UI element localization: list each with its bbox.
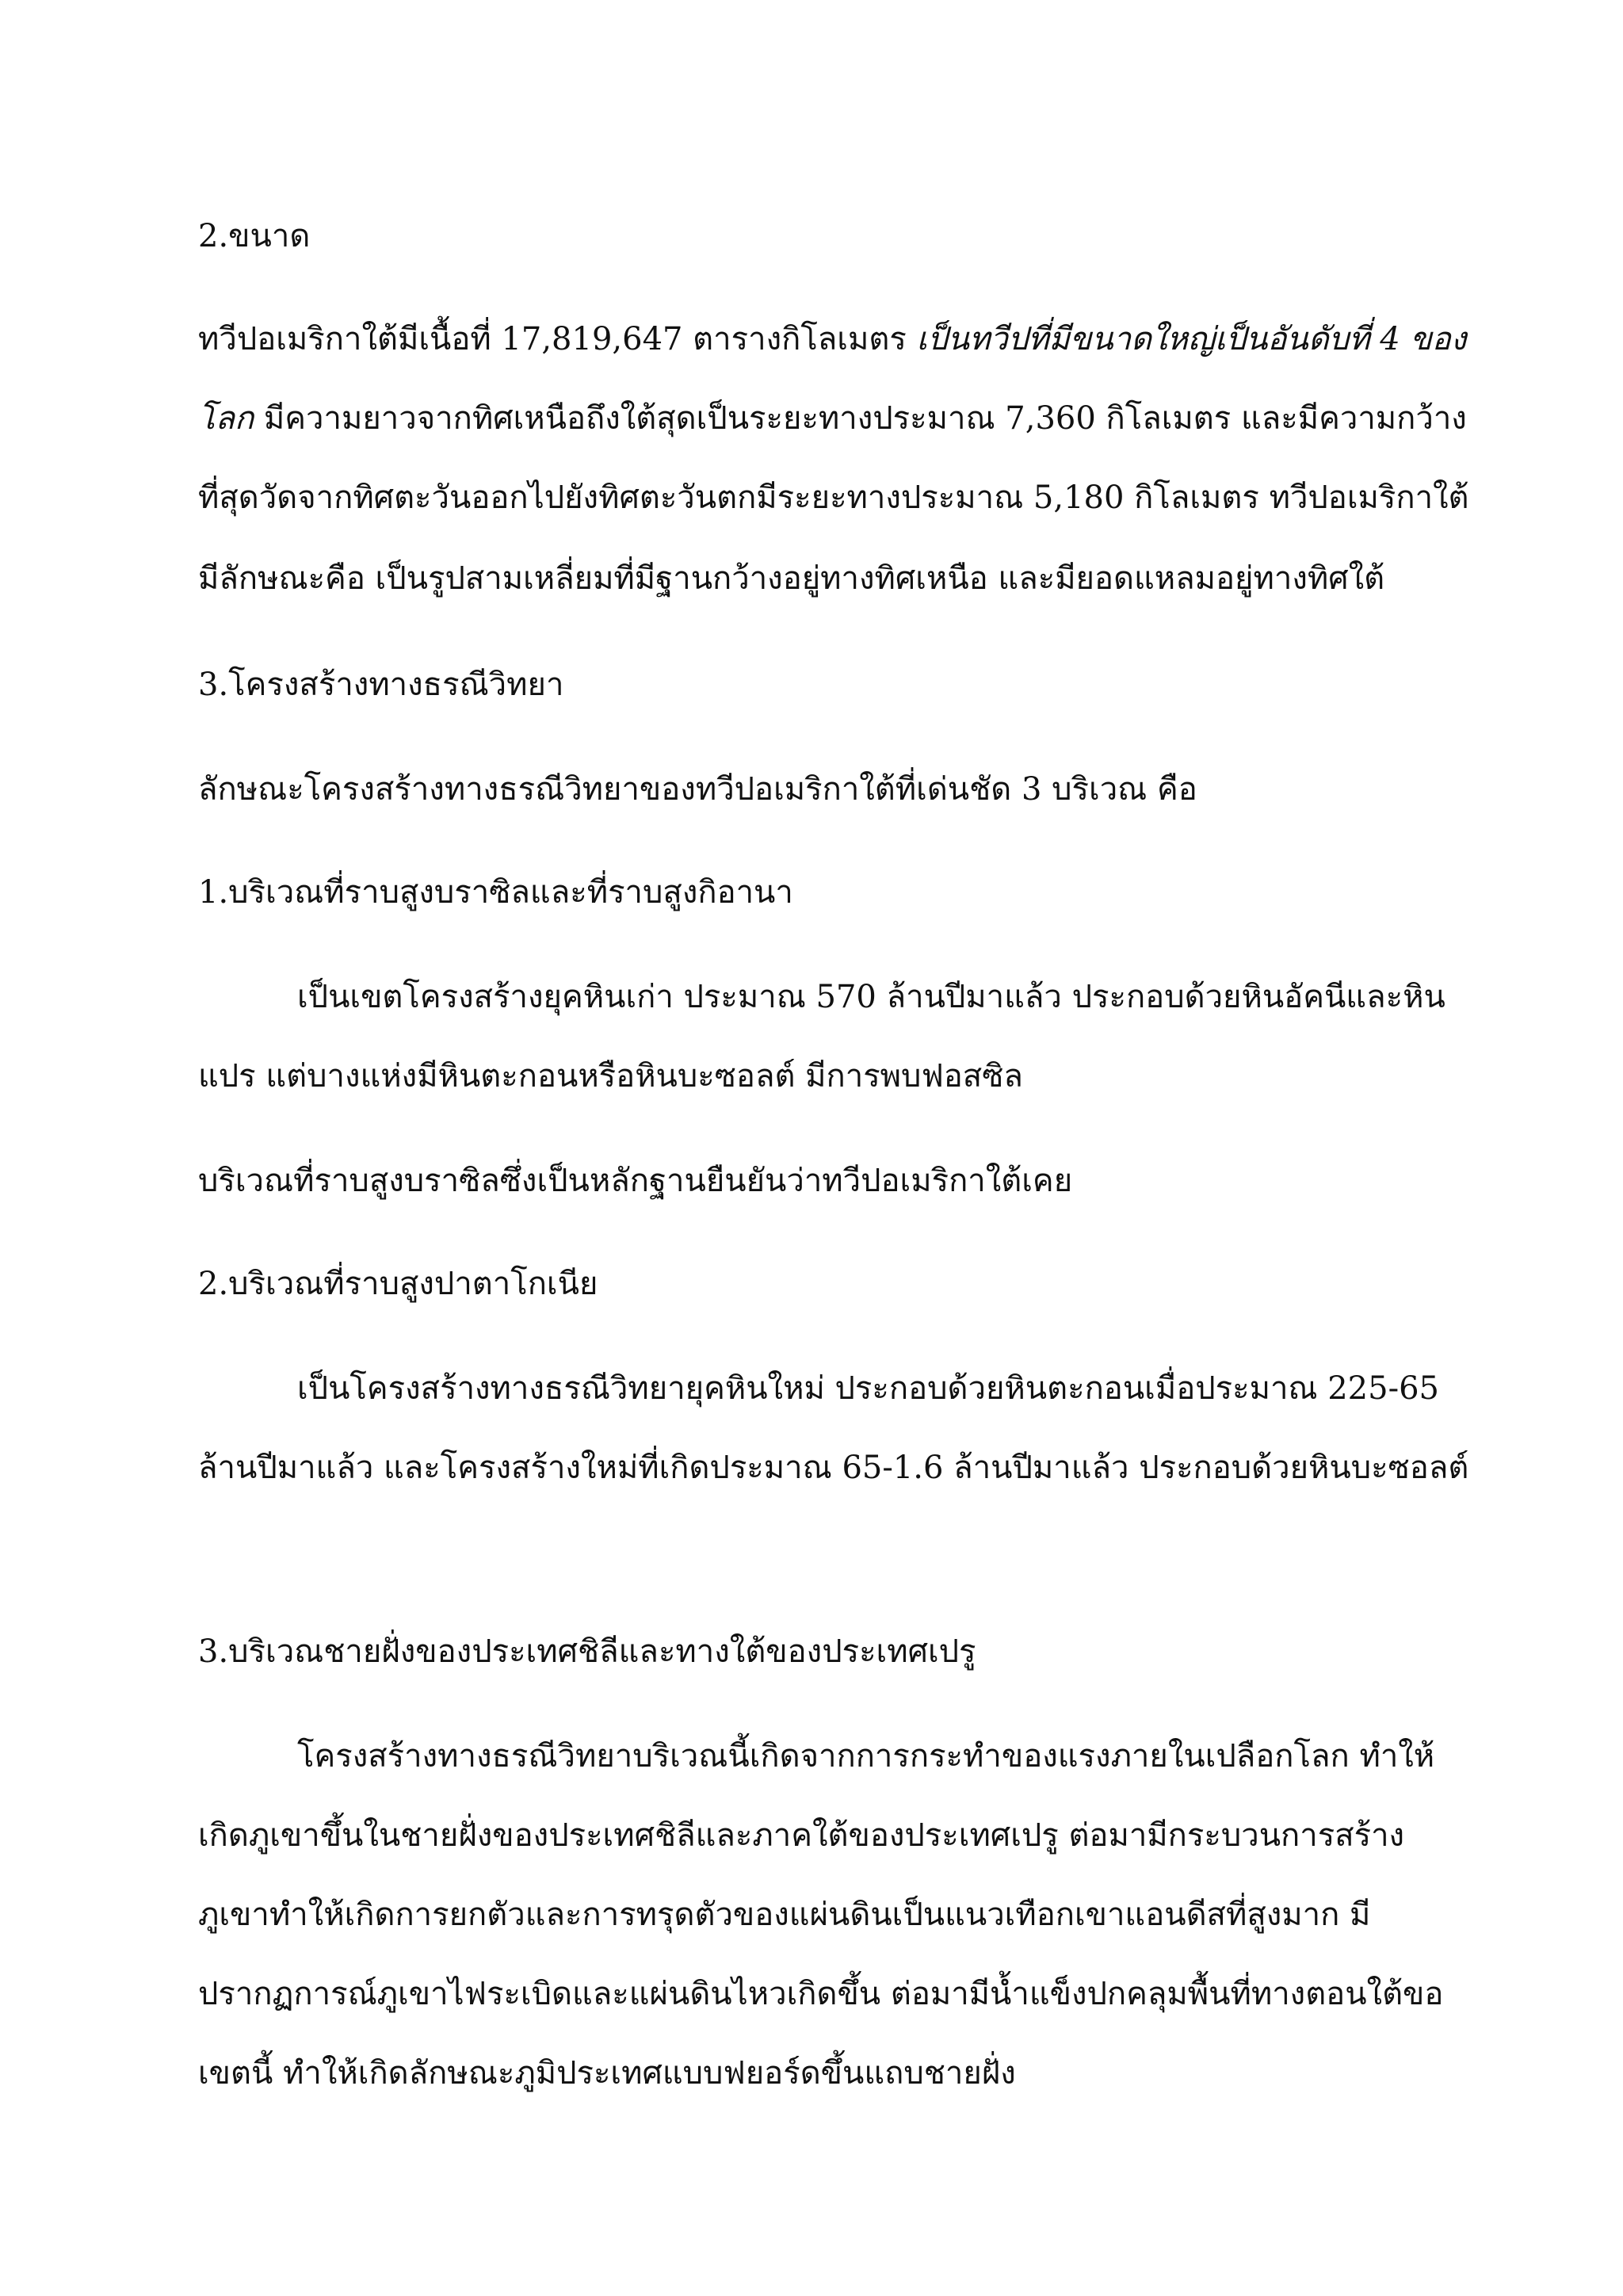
area1-line-1: เป็นเขตโครงสร้างยุคหินเก่า ประมาณ 570 ล้านปีมาแล้ว ประกอบด้วยหินอัคนีและหิน: [297, 979, 1445, 1015]
size-paragraph-line-2: [198, 398, 1467, 439]
size-paragraph-line-4: มีลักษณะคือ เป็นรูปสามเหลี่ยมที่มีฐานกว้างอยู่ทางทิศเหนือ และมียอดแหลมอยู่ทางทิศใต้: [198, 560, 1385, 597]
area2-line-1: เป็นโครงสร้างทางธรณีวิทยายุคหินใหม่ ประกอบด้วยหินตะกอนเมื่อประมาณ 225-65: [297, 1370, 1439, 1407]
area3-line-4: ปรากฏการณ์ภูเขาไฟระเบิดและแผ่นดินไหวเกิดขึ้น ต่อมามีน้ำแข็งปกคลุมพื้นที่ทางตอนใต้ขอ: [198, 1976, 1444, 2012]
area3-line-5: เขตนี้ ทำให้เกิดลักษณะภูมิประเทศแบบฟยอร์ดขึ้นแถบชายฝั่ง: [198, 2055, 1016, 2092]
size-text: มีความยาวจากทิศเหนือถึงใต้สุดเป็นระยะทางประมาณ 7,360 กิโลเมตร และมีความกว้าง: [254, 400, 1467, 437]
area3-line-3: ภูเขาทำให้เกิดการยกตัวและการทรุดตัวของแผ่นดินเป็นแนวเทือกเขาแอนดีสที่สูงมาก มี: [198, 1897, 1371, 1933]
area1-title: 1.บริเวณที่ราบสูงบราซิลและที่ราบสูงกิอานา: [198, 874, 793, 911]
geology-intro: ลักษณะโครงสร้างทางธรณีวิทยาของทวีปอเมริกาใต้ที่เด่นชัด 3 บริเวณ คือ: [198, 771, 1197, 808]
size-emphasis: เป็นทวีปที่มีขนาดใหญ่เป็นอันดับที่ 4 ของ: [916, 321, 1467, 357]
size-text: ทวีปอเมริกาใต้มีเนื้อที่ 17,819,647 ตารางกิโลเมตร: [198, 321, 917, 357]
area2-line-2: ล้านปีมาแล้ว และโครงสร้างใหม่ที่เกิดประมาณ 65-1.6 ล้านปีมาแล้ว ประกอบด้วยหินบะซอลต์: [198, 1450, 1469, 1486]
section-size-heading: 2.ขนาด: [198, 218, 311, 254]
area3-line-1: โครงสร้างทางธรณีวิทยาบริเวณนี้เกิดจากการกระทำของแรงภายในเปลือกโลก ทำให้: [297, 1738, 1435, 1775]
size-paragraph-line-3: ที่สุดวัดจากทิศตะวันออกไปยังทิศตะวันตกมีระยะทางประมาณ 5,180 กิโลเมตร ทวีปอเมริกาใต้: [198, 479, 1469, 516]
area2-title: 2.บริเวณที่ราบสูงปาตาโกเนีย: [198, 1266, 598, 1302]
section-geology-heading: 3.โครงสร้างทางธรณีวิทยา: [198, 667, 564, 703]
area3-title: 3.บริเวณชายฝั่งของประเทศชิลีและทางใต้ของประเทศเปรู: [198, 1633, 976, 1670]
size-paragraph-line-1: [198, 319, 1466, 360]
area1-line-2: แปร แต่บางแห่งมีหินตะกอนหรือหินบะซอลต์ มีการพบฟอสซิล: [198, 1058, 1023, 1095]
area3-line-2: เกิดภูเขาขึ้นในชายฝั่งของประเทศชิลีและภาคใต้ของประเทศเปรู ต่อมามีกระบวนการสร้าง: [198, 1817, 1405, 1854]
area1-line-3: บริเวณที่ราบสูงบราซิลซึ่งเป็นหลักฐานยืนยันว่าทวีปอเมริกาใต้เคย: [198, 1163, 1073, 1199]
size-emphasis: โลก: [198, 400, 254, 437]
